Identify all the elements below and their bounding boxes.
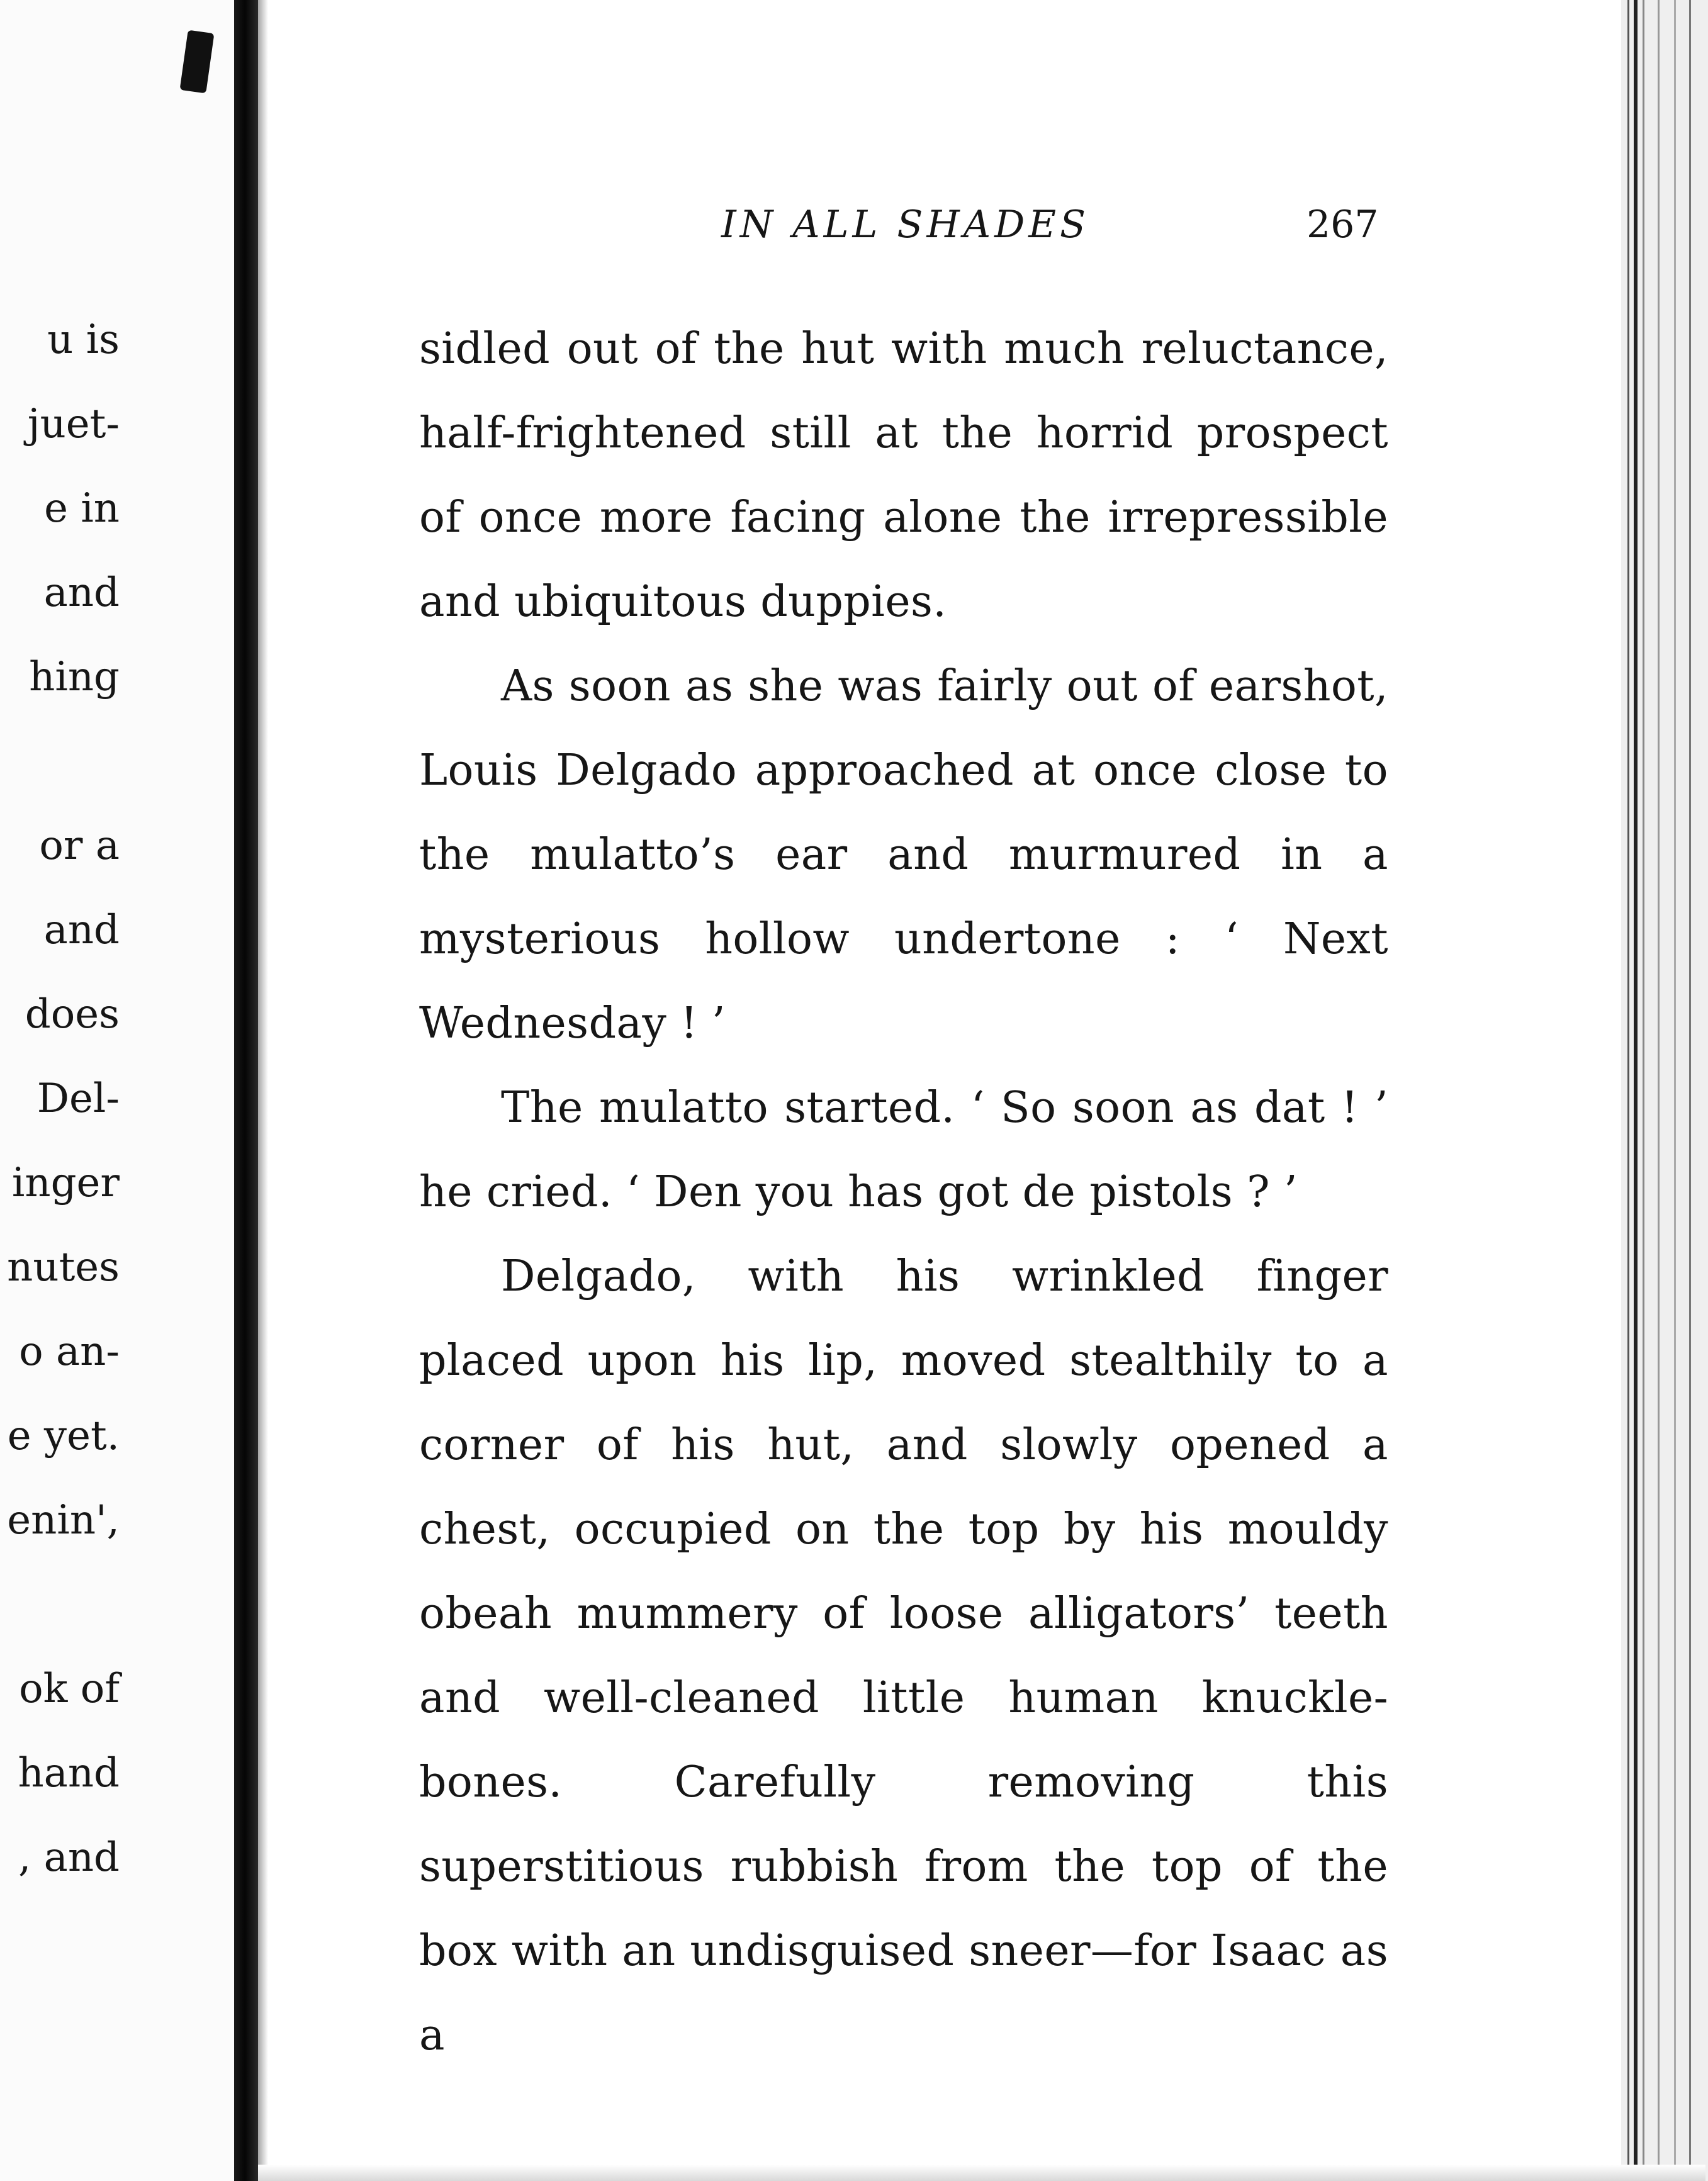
page-edge-dark xyxy=(1634,0,1638,2181)
left-page-line: inger xyxy=(11,1160,120,1206)
paragraph: sidled out of the hut with much reluctance, half-frightened still at the horrid prospect of once more facing alone the irrepressible and ubiquitous duppies. xyxy=(419,324,1388,627)
left-page-line: e in xyxy=(44,485,120,532)
left-page-line: ok of xyxy=(19,1666,120,1712)
left-facing-page xyxy=(0,0,234,2181)
paragraph: As soon as she was fairly out of earshot, Louis Delgado approached at once close to the mulatto’s ear and murmured in a mysterious hollow undertone : ‘ Next Wednesday ! ’ xyxy=(419,661,1388,1048)
running-head-title: IN ALL SHADES xyxy=(721,203,1090,247)
body-text xyxy=(419,307,1388,2078)
left-page-line: hand xyxy=(18,1750,120,1797)
left-page-line: o an- xyxy=(19,1328,120,1375)
gutter-shadow xyxy=(258,0,268,2181)
page-bottom-edge xyxy=(258,2165,1705,2181)
left-page-line: juet- xyxy=(27,401,120,447)
left-page-line: enin', xyxy=(7,1497,120,1544)
left-page-line: nutes xyxy=(7,1244,120,1291)
page-number: 267 xyxy=(1306,203,1379,247)
left-page-line: , and xyxy=(18,1834,120,1881)
left-page-line: hing xyxy=(29,654,120,700)
left-page-line: does xyxy=(25,991,120,1038)
page-mark xyxy=(180,30,215,94)
left-page-line: e yet. xyxy=(7,1413,120,1459)
left-page-line: Del- xyxy=(37,1075,120,1122)
left-page-line: or a xyxy=(39,822,120,869)
running-head xyxy=(268,203,1621,259)
left-page-line: and xyxy=(43,569,120,616)
book-gutter xyxy=(234,0,258,2181)
paragraph: Delgado, with his wrinkled finger placed upon his lip, moved stealthily to a corner of his hut, and slowly opened a chest, occupied on the top by his mouldy obeah mummery of loose alligators’ teeth and well-cleaned little human knuckle-bones. Carefully removing this superstitious rubbish from the top of the box with an undisguised sneer—for Isaac as a xyxy=(419,1252,1388,2060)
paragraph: The mulatto started. ‘ So soon as dat ! ’ he cried. ‘ Den you has got de pistols ? ’ xyxy=(419,1083,1388,1217)
left-page-line: and xyxy=(43,907,120,953)
left-page-line: u is xyxy=(47,317,120,363)
right-page xyxy=(268,0,1621,2181)
